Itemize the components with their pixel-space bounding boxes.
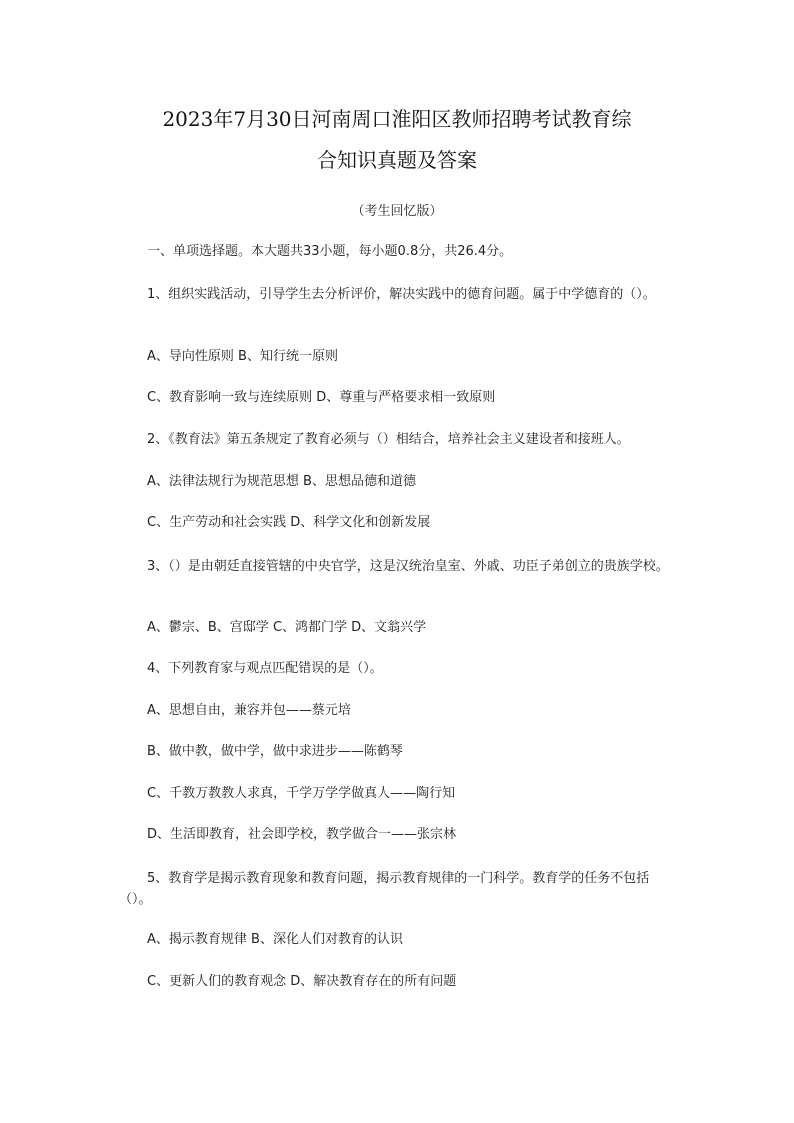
question-1-option-line-2: C、教育影响一致与连续原则 D、尊重与严格要求相一致原则 <box>147 390 496 405</box>
question-4-option-a: A、思想自由，兼容并包——蔡元培 <box>147 703 351 718</box>
question-2-option-line-1: A、法律法规行为规范思想 B、思想品德和道德 <box>147 474 416 489</box>
document-title-line-1: 2023年7月30日河南周口淮阳区教师招聘考试教育综 <box>162 107 632 131</box>
question-3-option-line-1: A、鬱宗、B、宫邸学 C、鸿都门学 D、文翁兴学 <box>147 620 427 635</box>
document-title-line-2: 合知识真题及答案 <box>317 148 477 172</box>
question-5-option-line-1: A、揭示教育规律 B、深化人们对教育的认识 <box>147 932 403 947</box>
question-5-stem: 5、教育学是揭示教育现象和教育问题，揭示教育规律的一门科学。教育学的任务不包括（）。 <box>119 871 650 907</box>
question-4-option-d: D、生活即教育，社会即学校，教学做合一——张宗林 <box>147 827 457 842</box>
question-3-stem: 3、（）是由朝廷直接管辖的中央官学，这是汉统治皇室、外戚、功臣子弟创立的贵族学校。 <box>147 559 669 574</box>
section-heading: 一、单项选择题。本大题共33小题，每小题0.8分，共26.4分。 <box>147 244 513 259</box>
question-2-stem: 2、《教育法》第五条规定了教育必须与（）相结合，培养社会主义建设者和接班人。 <box>147 432 630 447</box>
question-2-option-line-2: C、生产劳动和社会实践 D、科学文化和创新发展 <box>147 515 431 530</box>
question-1-stem: 1、组织实践活动，引导学生去分析评价，解决实践中的德育问题。属于中学德育的（）。 <box>147 287 656 302</box>
question-4-option-b: B、做中教，做中学，做中求进步——陈鹤琴 <box>147 744 403 759</box>
question-5-option-line-2: C、更新人们的教育观念 D、解决教育存在的所有问题 <box>147 974 457 989</box>
question-1-option-line-1: A、导向性原则 B、知行统一原则 <box>147 349 338 364</box>
question-4-option-c: C、千教万教教人求真，千学万学学做真人——陶行知 <box>147 786 456 801</box>
question-4-stem: 4、下列教育家与观点匹配错误的是（）。 <box>147 661 383 676</box>
document-subtitle: （考生回忆版） <box>351 204 443 219</box>
